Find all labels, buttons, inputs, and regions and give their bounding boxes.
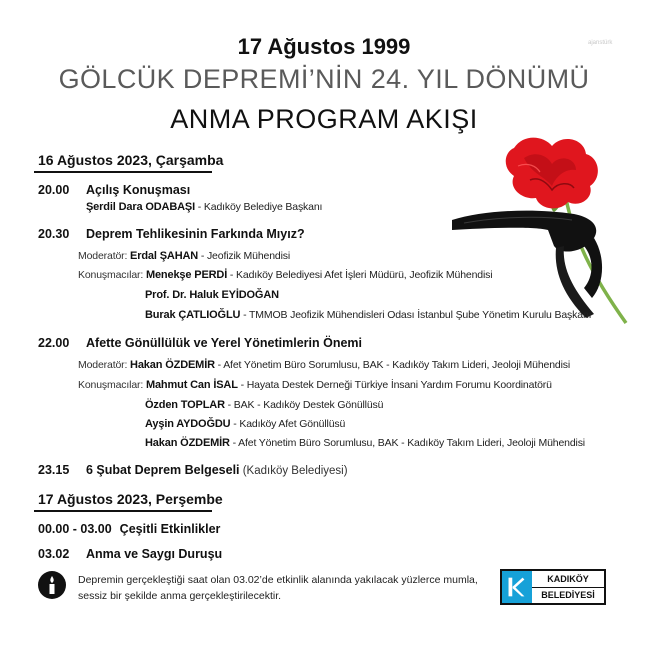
kadikoy-logo — [500, 569, 606, 605]
event-commemoration — [38, 547, 222, 561]
speaker-line — [145, 418, 345, 430]
event-title: Afette Gönüllülük ve Yerel Yönetimlerin Önemi — [86, 336, 363, 350]
moderator-name: Erdal ŞAHAN — [130, 250, 199, 262]
speaker-name: Hakan ÖZDEMİR — [145, 437, 230, 449]
moderator-label: Moderatör: — [78, 359, 131, 371]
speaker-name: Ayşin AYDOĞDU — [145, 418, 231, 430]
speaker-name: Mahmut Can İSAL — [145, 379, 238, 391]
speaker-name: Şerdil Dara ODABAŞI — [86, 201, 196, 213]
speaker-line — [145, 309, 591, 321]
speaker-name: Burak ÇATLIOĞLU — [145, 309, 241, 321]
header-subtitle: ANMA PROGRAM AKIŞI — [170, 104, 478, 134]
event-volunteering — [38, 336, 362, 350]
day1-divider — [34, 171, 212, 173]
moderator-label: Moderatör: — [78, 250, 131, 262]
logo-k-icon — [502, 571, 530, 603]
speaker-line — [145, 289, 279, 301]
speaker-role: - Kadıköy Afet Gönüllüsü — [230, 418, 346, 430]
event-title: Anma ve Saygı Duruşu — [86, 547, 223, 561]
speaker-name: Prof. Dr. Haluk EYİDOĞAN — [145, 289, 279, 301]
day2-date: 17 Ağustos 2023, Perşembe — [38, 491, 223, 507]
carnation-bloom — [506, 138, 598, 209]
speaker-role: - Kadıköy Belediye Başkanı — [195, 201, 323, 213]
event-title: Deprem Tehlikesinin Farkında Mıyız? — [86, 227, 305, 241]
moderator-role: - Afet Yönetim Büro Sorumlusu, BAK - Kadıköy Takım Lideri, Jeoloji Mühendisi — [214, 359, 571, 371]
event-activities — [38, 522, 220, 536]
event-title: Açılış Konuşması — [86, 183, 191, 197]
event-earthquake-awareness — [38, 227, 305, 241]
event-documentary — [38, 463, 348, 477]
speaker-role: - BAK - Kadıköy Destek Gönüllüsü — [224, 399, 384, 411]
speaker-role: - Kadıköy Belediyesi Afet İşleri Müdürü, Jeofizik Mühendisi — [227, 269, 493, 281]
event-time: 20.00 — [38, 183, 70, 197]
carnation-ribbon-illustration — [444, 128, 634, 328]
event-time: 23.15 — [38, 463, 70, 477]
event-opening-speaker — [86, 201, 322, 213]
moderator-role: - Jeofizik Mühendisi — [198, 250, 291, 262]
speakers-line — [78, 379, 552, 391]
kadikoy-logo-mark — [502, 571, 532, 603]
header-title: GÖLCÜK DEPREMİ’NİN 24. YIL DÖNÜMÜ — [58, 64, 590, 94]
speakers-label: Konuşmacılar: — [78, 379, 146, 391]
speakers-line — [78, 269, 492, 281]
candle-icon — [38, 571, 66, 599]
day1-date: 16 Ağustos 2023, Çarşamba — [38, 152, 224, 168]
day2-divider — [34, 510, 212, 512]
event-note: (Kadıköy Belediyesi) — [239, 465, 348, 477]
moderator-line — [78, 250, 290, 262]
kadikoy-logo-text — [532, 571, 604, 603]
candle-note-line1: Depremin gerçekleştiği saat olan 03.02’de etkinlik alanında yakılacak yüzlerce mumla, — [78, 574, 478, 586]
speakers-label: Konuşmacılar: — [78, 269, 146, 281]
event-time: 00.00 - 03.00 — [38, 522, 112, 536]
event-title: 6 Şubat Deprem Belgeseli — [86, 463, 240, 477]
event-time: 03.02 — [38, 547, 70, 561]
header-date: 17 Ağustos 1999 — [237, 34, 411, 59]
event-time: 20.30 — [38, 227, 70, 241]
logo-line1: KADIKÖY — [547, 573, 589, 584]
event-time: 22.00 — [38, 336, 70, 350]
logo-line2: BELEDİYESİ — [532, 587, 604, 604]
event-opening — [38, 183, 190, 197]
event-title: Çeşitli Etkinlikler — [119, 522, 221, 536]
candle-note-line2: sessiz bir şekilde anma gerçekleştirilecektir. — [78, 590, 282, 602]
speaker-line — [145, 399, 383, 411]
speaker-role: - TMMOB Jeofizik Mühendisleri Odası İstanbul Şube Yönetim Kurulu Başkanı — [240, 309, 592, 321]
candle-note — [78, 572, 478, 604]
speaker-role: - Afet Yönetim Büro Sorumlusu, BAK - Kadıköy Takım Lideri, Jeoloji Mühendisi — [229, 437, 585, 449]
speaker-role: - Hayata Destek Derneği Türkiye İnsani Yardım Forumu Koordinatörü — [237, 379, 552, 391]
moderator-name: Hakan ÖZDEMİR — [130, 359, 215, 371]
black-ribbon — [452, 211, 602, 318]
moderator-line — [78, 359, 570, 371]
speaker-line — [145, 437, 585, 449]
watermark: ajanstürk — [588, 40, 613, 46]
speaker-name: Özden TOPLAR — [145, 399, 225, 411]
speaker-name: Menekşe PERDİ — [145, 269, 228, 281]
